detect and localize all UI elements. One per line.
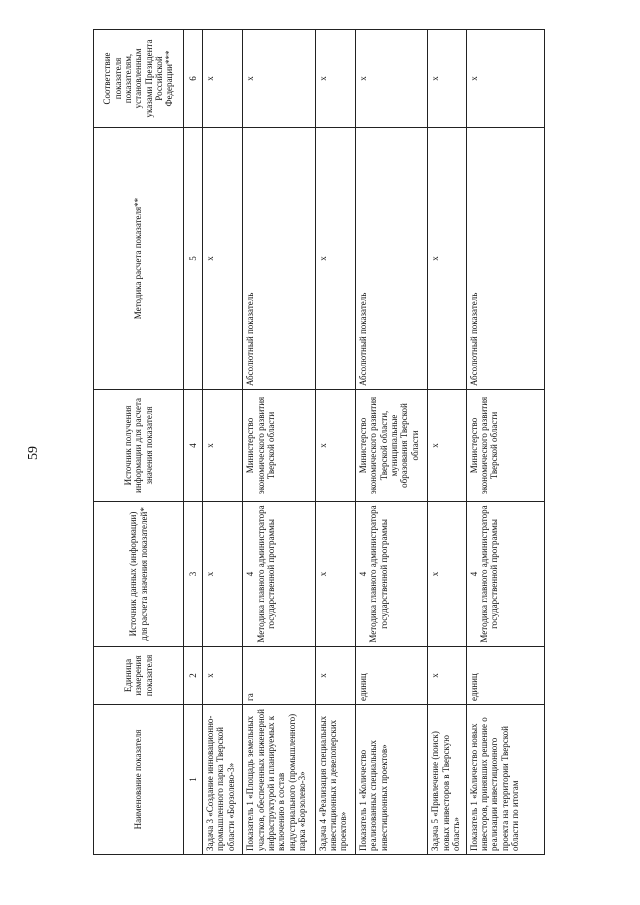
table-cell: х	[428, 390, 466, 502]
task-name: Задача 5 «Привлечение (поиск) новых инвесторов в Тверскую область»	[428, 705, 466, 855]
indicator-name: Показатель 1 «Количество новых инвесторов, принявших решение о реализации инвестиционного проекта на территории Тверской области по итогам	[466, 705, 544, 855]
table-cell: 4 Методика главного администратора государственной программы	[466, 502, 544, 647]
column-number: 3	[184, 502, 203, 647]
column-number: 2	[184, 647, 203, 705]
table-cell: Абсолютный показатель	[243, 128, 315, 390]
header-data-source: Источник данных (информации) для расчета значения показателей*	[94, 502, 184, 647]
table-header-row	[94, 30, 184, 855]
table-cell: х	[428, 647, 466, 705]
table-cell: х	[355, 30, 427, 128]
table-cell: х	[428, 128, 466, 390]
table-cell: Абсолютный показатель	[355, 128, 427, 390]
column-number: 1	[184, 705, 203, 855]
indicator-name: Показатель 1 «Количество реализованных специальных инвестиционных проектов»	[355, 705, 427, 855]
indicator-table	[93, 29, 545, 855]
column-number: 6	[184, 30, 203, 128]
table-row	[203, 30, 243, 855]
header-compliance: Соответствие показателя показателям, установленным указами Президента Российской Федерации***	[94, 30, 184, 128]
table-cell: х	[203, 30, 243, 128]
indicator-table-rotated	[93, 30, 545, 855]
table-cell: х	[428, 30, 466, 128]
table-cell: 4 Методика главного администратора государственной программы	[355, 502, 427, 647]
table-cell: х	[315, 502, 355, 647]
table-cell: х	[315, 647, 355, 705]
indicator-name: Показатель 1 «Площадь земельных участков, обеспеченных инженерной инфраструктурой и планируемых к включению в состав индустриального (промышленного) парка «Борзолево-3»	[243, 705, 315, 855]
table-cell: х	[203, 390, 243, 502]
column-number-row	[184, 30, 203, 855]
table-cell: Министерство экономического развития Тверской области, муниципальные образования Тверской области	[355, 390, 427, 502]
column-number: 5	[184, 128, 203, 390]
page-number: 59	[26, 446, 41, 460]
table-row	[315, 30, 355, 855]
table-cell: единиц	[355, 647, 427, 705]
table-cell: х	[243, 30, 315, 128]
column-number: 4	[184, 390, 203, 502]
table-cell: га	[243, 647, 315, 705]
table-cell: единиц	[466, 647, 544, 705]
table-cell: х	[315, 30, 355, 128]
table-row	[466, 30, 544, 855]
table-cell: х	[203, 647, 243, 705]
table-cell: х	[203, 128, 243, 390]
table-cell: х	[315, 128, 355, 390]
table-cell: Министерство экономического развития Тверской области	[466, 390, 544, 502]
table-cell: х	[203, 502, 243, 647]
table-row	[355, 30, 427, 855]
header-method: Методика расчета показателя**	[94, 128, 184, 390]
header-name: Наименование показателя	[94, 705, 184, 855]
table-row	[428, 30, 466, 855]
table-cell: х	[428, 502, 466, 647]
header-info-source: Источник получения информации для расчета значения показателя	[94, 390, 184, 502]
table-cell: х	[315, 390, 355, 502]
table-row	[243, 30, 315, 855]
task-name: Задача 3 «Создание инновационно-промышленного парка Тверской области «Борзолево-3»	[203, 705, 243, 855]
header-unit: Единица измерения показателя	[94, 647, 184, 705]
table-cell: 4 Методика главного администратора государственной программы	[243, 502, 315, 647]
table-cell: Министерство экономического развития Тверской области	[243, 390, 315, 502]
table-cell: Абсолютный показатель	[466, 128, 544, 390]
table-cell: х	[466, 30, 544, 128]
task-name: Задача 4 «Реализация специальных инвестиционных и девелоперских проектов»	[315, 705, 355, 855]
